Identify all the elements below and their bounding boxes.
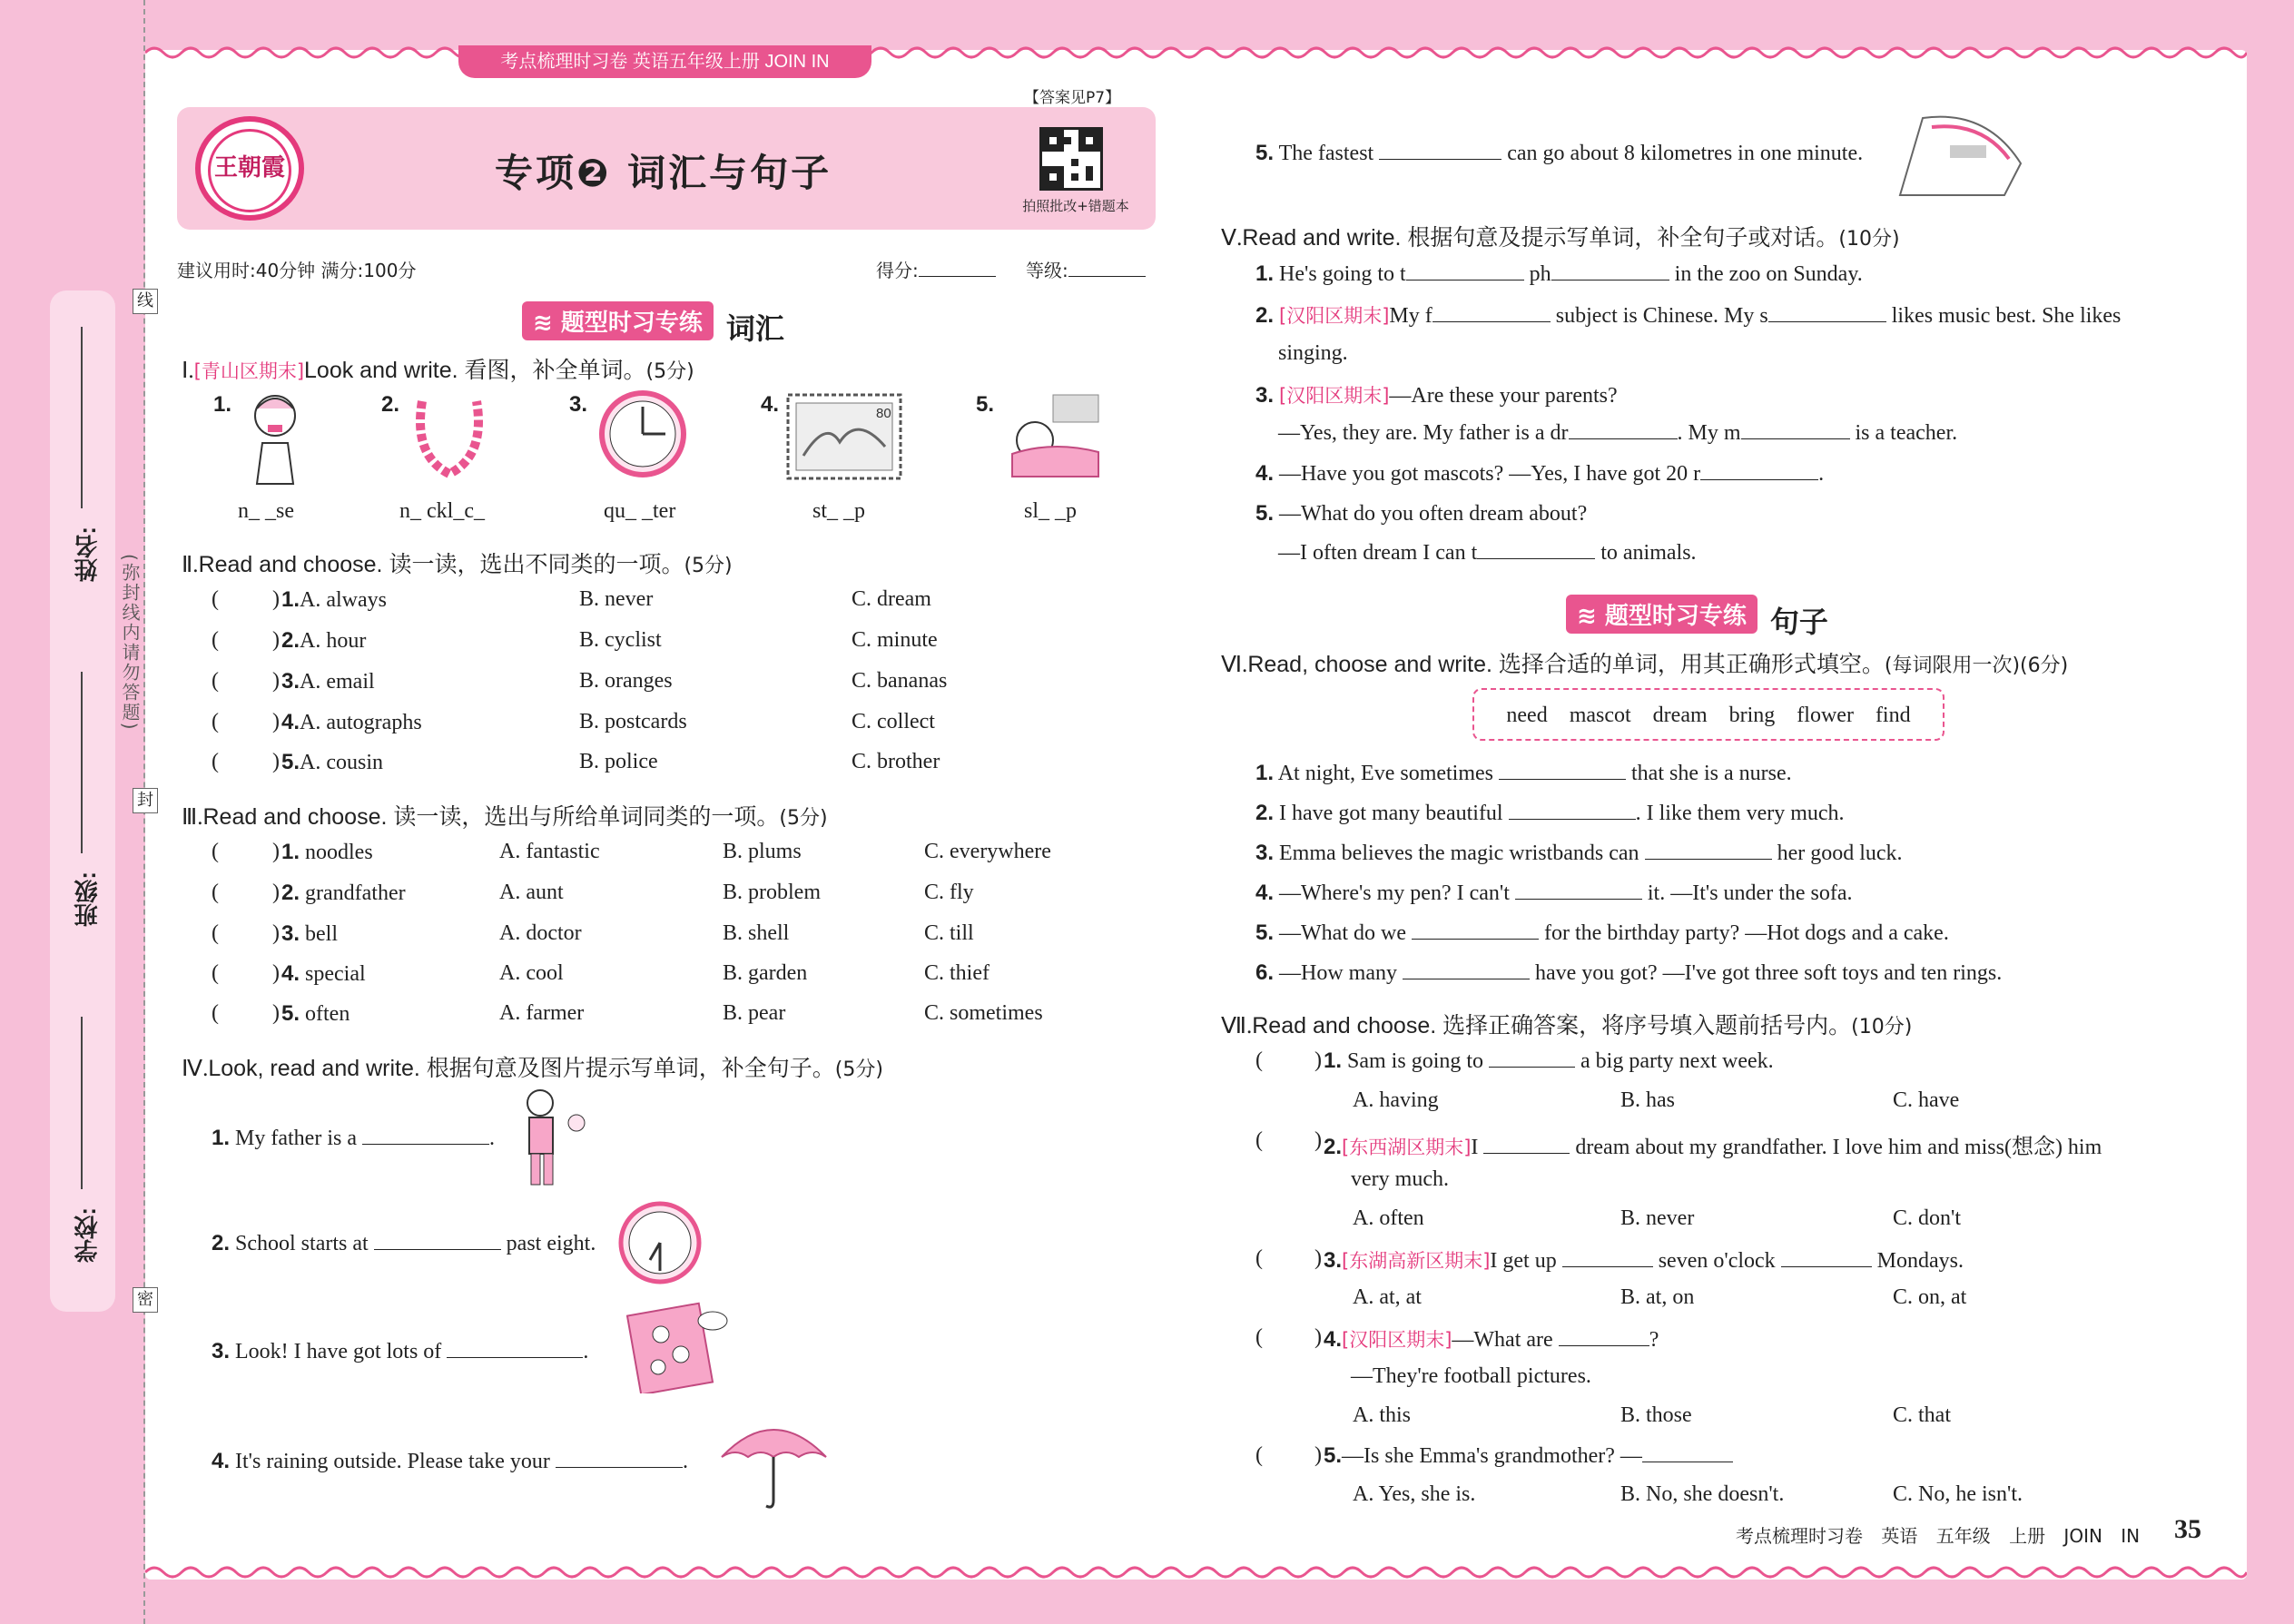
answer-blank[interactable] <box>1645 859 1772 860</box>
option-b: B. problem <box>723 881 821 904</box>
option-c: C. minute <box>852 628 938 652</box>
answer-blank[interactable] <box>447 1357 583 1358</box>
option-c: C. sometimes <box>924 1001 1043 1025</box>
answer-blank[interactable] <box>1781 1266 1872 1267</box>
option-c: C. bananas <box>852 669 948 693</box>
answer-paren[interactable]: ( <box>1255 1128 1263 1152</box>
list-item: 5. —What do we for the birthday party? —Hot dogs and a cake. <box>1255 920 1949 945</box>
option-a: A. Yes, she is. <box>1353 1482 1476 1506</box>
name-label: 姓名: <box>74 527 101 582</box>
page-footer: 考点梳理时习卷 英语 五年级 上册 JOIN IN <box>1736 1525 2141 1547</box>
answer-blank[interactable] <box>1559 1345 1649 1346</box>
answer-blank[interactable] <box>1509 819 1636 820</box>
list-item: 6. —How many have you got? —I've got three soft toys and ten rings. <box>1255 960 2003 985</box>
nurse-icon <box>241 389 309 488</box>
section-3-heading: Ⅲ.Read and choose. 读一读，选出与所给单词同类的一项。(5分) <box>182 804 828 830</box>
option-a: A. doctor <box>499 921 582 945</box>
option-c: C. till <box>924 921 974 945</box>
pic-label-2: 2. <box>381 392 400 417</box>
list-item: 4. —Have you got mascots? —Yes, I have got 20 r . <box>1255 461 1825 486</box>
pic-label-5: 5. <box>976 392 995 417</box>
list-item: 2. I have got many beautiful . I like them very much. <box>1255 801 1845 825</box>
option-c: C. collect <box>852 710 935 733</box>
option-a: A. farmer <box>499 1001 585 1025</box>
answer-blank[interactable] <box>1477 558 1595 559</box>
list-item: 5. The fastest can go about 8 kilometres in one minute. <box>1255 141 1864 165</box>
answer-blank[interactable] <box>1412 939 1539 940</box>
option-b: B. pear <box>723 1001 786 1025</box>
list-item: 3. bell <box>281 921 339 946</box>
answer-paren[interactable]: ( <box>212 628 219 652</box>
name-field[interactable] <box>81 327 83 508</box>
option-b: B. never <box>1620 1206 1695 1230</box>
section-1-heading: Ⅰ.[青山区期末]Look and write. 看图，补全单词。(5分) <box>182 358 694 383</box>
answer-blank[interactable] <box>1768 321 1886 322</box>
option-b: B. garden <box>723 961 808 985</box>
page-number: 35 <box>2174 1514 2201 1544</box>
list-item: —I often dream I can t to animals. <box>1278 541 1697 565</box>
seal-char-line: 线 <box>133 289 158 314</box>
answer-blank[interactable] <box>1379 159 1501 160</box>
seal-char-seal: 封 <box>133 788 158 813</box>
answer-paren[interactable]: ( <box>212 750 219 773</box>
option-b: B. never <box>579 587 654 611</box>
word-blank-1[interactable]: n_ _se <box>238 499 294 523</box>
answer-paren[interactable]: ( <box>212 1001 219 1025</box>
option-b: B. plums <box>723 840 802 863</box>
sentence-section-badge: ≋ 题型时习专练 句子 <box>1566 595 1828 631</box>
option-b: B. No, she doesn't. <box>1620 1482 1785 1506</box>
answer-blank[interactable] <box>374 1249 501 1250</box>
option-b: B. postcards <box>579 710 687 733</box>
necklace-icon <box>404 392 495 483</box>
answer-blank[interactable] <box>556 1467 683 1468</box>
list-item: 2.A. hour <box>281 628 367 653</box>
option-a: A. often <box>1353 1206 1424 1230</box>
option-c: C. brother <box>852 750 940 773</box>
farmer-icon <box>504 1085 590 1189</box>
list-item: 4.[汉阳区期末]—What are ? <box>1324 1327 1659 1352</box>
word-blank-3[interactable]: qu_ _ter <box>604 499 676 523</box>
word-blank-5[interactable]: sl_ _p <box>1024 499 1078 523</box>
list-item: 1.A. always <box>281 587 387 612</box>
svg-text:80: 80 <box>876 406 891 421</box>
list-item: 5. —What do you often dream about? <box>1255 501 1588 526</box>
list-item: 4.A. autographs <box>281 710 422 734</box>
list-item: 5.—Is she Emma's grandmother? — <box>1324 1443 1733 1469</box>
option-c: C. dream <box>852 587 931 611</box>
section-2-heading: Ⅱ.Read and choose. 读一读，选出不同类的一项。(5分) <box>182 552 733 577</box>
stickers-icon <box>626 1298 735 1393</box>
option-b: B. those <box>1620 1403 1692 1427</box>
top-banner: 考点梳理时习卷 英语五年级上册 JOIN IN <box>458 45 871 78</box>
answer-paren[interactable]: ( <box>1255 1325 1263 1349</box>
list-item: 4. special <box>281 961 366 986</box>
qr-caption: 拍照批改+错题本 <box>1022 198 1129 214</box>
option-b: B. at, on <box>1620 1285 1695 1309</box>
school-label: 学校: <box>74 1207 101 1263</box>
answer-blank[interactable] <box>1562 1266 1653 1267</box>
word-blank-4[interactable]: st_ _p <box>812 499 866 523</box>
umbrella-icon <box>717 1412 831 1511</box>
score-field: 得分: <box>876 256 996 282</box>
option-b: B. cyclist <box>579 628 662 652</box>
answer-reference: 【答案见P7】 <box>1024 89 1121 107</box>
answer-paren[interactable]: ( <box>212 669 219 693</box>
pic-label-1: 1. <box>213 392 232 417</box>
page-title: 专项❷ 词汇与句子 <box>495 151 832 195</box>
title-header <box>177 107 1156 230</box>
list-item: 2.[东西湖区期末]I dream about my grandfather. I love him and miss(想念) him <box>1324 1135 2102 1159</box>
answer-paren[interactable]: ( <box>1255 1048 1263 1072</box>
list-item: 1. noodles <box>281 840 373 864</box>
option-b: B. oranges <box>579 669 673 693</box>
option-c: C. No, he isn't. <box>1893 1482 2023 1506</box>
list-item: 3.A. email <box>281 669 375 694</box>
grade-field: 等级: <box>1026 256 1146 282</box>
answer-blank[interactable] <box>1433 321 1551 322</box>
pic-label-3: 3. <box>569 392 588 417</box>
line-continuation: —They're football pictures. <box>1351 1364 1591 1388</box>
sleeping-girl-icon <box>1003 390 1103 481</box>
list-item: 1. At night, Eve sometimes that she is a nurse. <box>1255 761 1792 785</box>
answer-blank[interactable] <box>1483 1153 1570 1154</box>
option-b: B. police <box>579 750 658 773</box>
student-info-sidebar <box>50 290 115 1312</box>
answer-blank[interactable] <box>1489 1067 1575 1068</box>
answer-blank[interactable] <box>1569 438 1678 439</box>
class-label: 班级: <box>74 871 101 927</box>
wavy-border-bottom <box>145 1563 2247 1581</box>
list-item: 5. often <box>281 1001 350 1026</box>
stamp-icon <box>785 392 903 481</box>
seal-char-secret: 密 <box>133 1287 158 1313</box>
word-blank-2[interactable]: n_ ckl_c_ <box>399 499 485 523</box>
option-a: A. fantastic <box>499 840 600 863</box>
option-a: A. this <box>1353 1403 1412 1427</box>
option-a: A. having <box>1353 1088 1439 1112</box>
pic-label-4: 4. <box>761 392 780 417</box>
seal-note: (弥封线内请勿答题) <box>119 554 141 732</box>
class-field[interactable] <box>81 672 83 853</box>
list-item: 2. [汉阳区期末]My f subject is Chinese. My s likes music best. She likes <box>1255 303 2122 328</box>
answer-paren[interactable]: ( <box>1255 1443 1263 1467</box>
list-item: 3. Look! I have got lots of . <box>212 1339 589 1363</box>
list-item: —Yes, they are. My father is a dr . My m is a teacher. <box>1278 421 1958 445</box>
option-a: A. cool <box>499 961 564 985</box>
answer-blank[interactable] <box>1406 280 1524 281</box>
answer-blank[interactable] <box>1499 779 1626 780</box>
answer-blank[interactable] <box>1700 479 1818 480</box>
list-item: 3.[东湖高新区期末]I get up seven o'clock Mondays. <box>1324 1248 1964 1273</box>
option-c: C. on, at <box>1893 1285 1967 1309</box>
option-a: A. at, at <box>1353 1285 1422 1309</box>
list-item: 4. —Where's my pen? I can't it. —It's under the sofa. <box>1255 881 1853 905</box>
qr-code-icon[interactable] <box>1039 127 1103 191</box>
option-c: C. don't <box>1893 1206 1961 1230</box>
section-5-heading: Ⅴ.Read and write. 根据句意及提示写单词，补全句子或对话。(10分) <box>1221 225 1900 251</box>
option-c: C. fly <box>924 881 974 904</box>
list-item: 2. School starts at past eight. <box>212 1231 596 1255</box>
publisher-logo: 王朝霞 <box>195 116 304 221</box>
section-6-heading: Ⅵ.Read, choose and write. 选择合适的单词，用其正确形式填空。(每词限用一次)(6分) <box>1221 652 2069 677</box>
high-speed-train-icon <box>1895 109 2027 200</box>
vocab-section-badge: ≋ 题型时习专练 词汇 <box>522 301 784 338</box>
list-item: 3. [汉阳区期末]—Are these your parents? <box>1255 383 1618 408</box>
option-a: A. aunt <box>499 881 564 904</box>
answer-blank[interactable] <box>362 1144 489 1145</box>
list-item: 3. Emma believes the magic wristbands can her good luck. <box>1255 841 1903 865</box>
time-info: 建议用时:40分钟 满分:100分 <box>177 260 417 281</box>
option-c: C. thief <box>924 961 989 985</box>
answer-paren[interactable]: ( <box>212 840 219 863</box>
list-item: 4. It's raining outside. Please take your . <box>212 1449 688 1473</box>
school-field[interactable] <box>81 1017 83 1189</box>
answer-paren[interactable]: ( <box>212 921 219 945</box>
answer-blank[interactable] <box>1741 438 1850 439</box>
option-b: B. shell <box>723 921 790 945</box>
list-item: 1. My father is a . <box>212 1126 495 1150</box>
answer-paren[interactable]: ( <box>212 881 219 904</box>
list-item: 1. Sam is going to a big party next week. <box>1324 1048 1774 1073</box>
option-c: C. that <box>1893 1403 1951 1427</box>
list-item: 5.A. cousin <box>281 750 384 774</box>
line-continuation: singing. <box>1278 341 1348 365</box>
answer-paren[interactable]: ( <box>212 710 219 733</box>
section-7-heading: Ⅶ.Read and choose. 选择正确答案，将序号填入题前括号内。(10分) <box>1221 1013 1913 1038</box>
option-b: B. has <box>1620 1088 1675 1112</box>
clock-half-icon <box>617 1200 704 1286</box>
list-item: 2. grandfather <box>281 881 406 905</box>
list-item: 1. He's going to t ph in the zoo on Sunday. <box>1255 261 1863 286</box>
option-c: C. everywhere <box>924 840 1051 863</box>
answer-paren[interactable]: ( <box>212 961 219 985</box>
line-continuation: very much. <box>1351 1167 1449 1191</box>
option-c: C. have <box>1893 1088 1960 1112</box>
word-bank-box: need mascot dream bring flower find <box>1472 688 1944 741</box>
section-4-heading: Ⅳ.Look, read and write. 根据句意及图片提示写单词，补全句子。(5分) <box>182 1056 883 1081</box>
answer-paren[interactable]: ( <box>1255 1246 1263 1270</box>
answer-blank[interactable] <box>1551 280 1669 281</box>
answer-paren[interactable]: ( <box>212 587 219 611</box>
answer-blank[interactable] <box>1515 899 1642 900</box>
clock-quarter-icon <box>597 389 688 479</box>
